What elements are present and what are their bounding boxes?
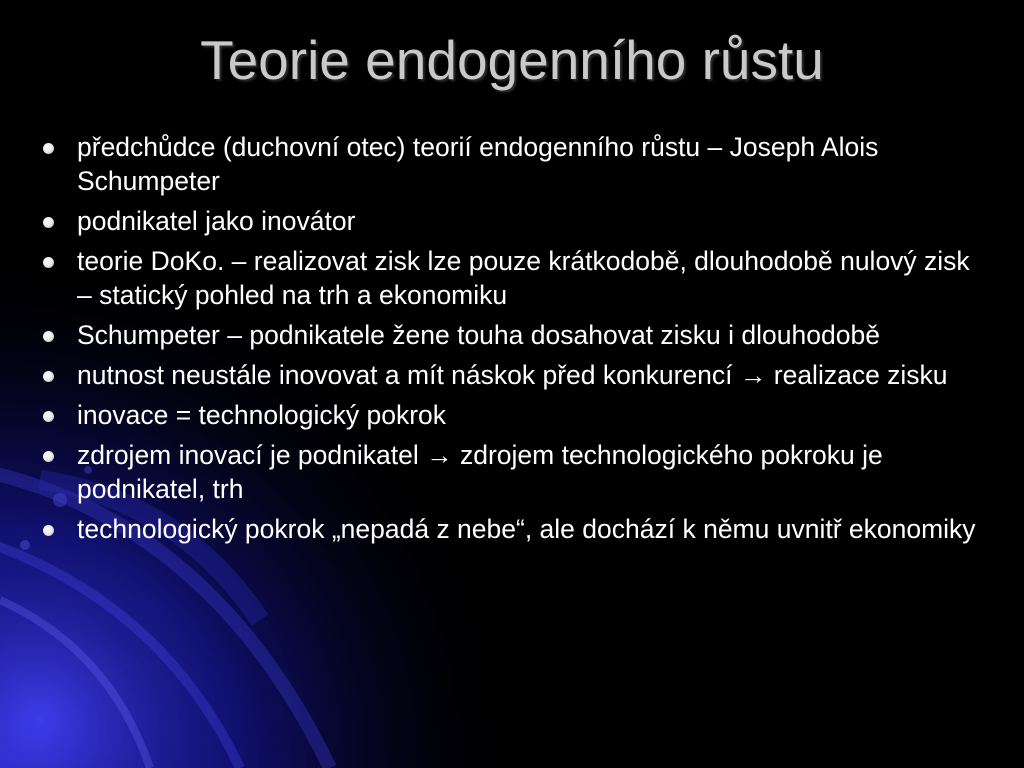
bullet-text: zdrojem inovací je podnikatel → zdrojem technologického pokroku je podnikatel, trh: [77, 440, 883, 504]
list-item: [40, 318, 990, 352]
bullet-icon: [43, 411, 54, 422]
list-item: [40, 398, 990, 432]
bullet-icon: [43, 371, 54, 382]
bullet-list: [40, 130, 990, 552]
bullet-icon: [43, 331, 54, 342]
bullet-icon: [43, 257, 54, 268]
slide-title: Teorie endogenního růstu: [200, 29, 824, 91]
bullet-text: podnikatel jako inovátor: [77, 206, 356, 236]
list-item: [40, 438, 990, 506]
list-item: [40, 244, 990, 312]
list-item: [40, 358, 990, 392]
bullet-text: teorie DoKo. – realizovat zisk lze pouze krátkodobě, dlouhodobě nulový zisk – statický pohled na trh a ekonomiku: [77, 246, 970, 310]
bullet-icon: [43, 143, 54, 154]
list-item: [40, 204, 990, 238]
bullet-icon: [43, 525, 54, 536]
bullet-icon: [43, 451, 54, 462]
bullet-text: inovace = technologický pokrok: [77, 400, 447, 430]
bullet-icon: [43, 217, 54, 228]
bullet-text: předchůdce (duchovní otec) teorií endogenního růstu – Joseph Alois Schumpeter: [77, 132, 879, 196]
bullet-text: Schumpeter – podnikatele žene touha dosahovat zisku i dlouhodobě: [77, 320, 880, 350]
bullet-text: technologický pokrok „nepadá z nebe“, ale dochází k němu uvnitř ekonomiky: [77, 514, 976, 544]
list-item: [40, 130, 990, 198]
bullet-text: nutnost neustále inovovat a mít náskok před konkurencí → realizace zisku: [77, 360, 948, 390]
list-item: [40, 512, 990, 546]
